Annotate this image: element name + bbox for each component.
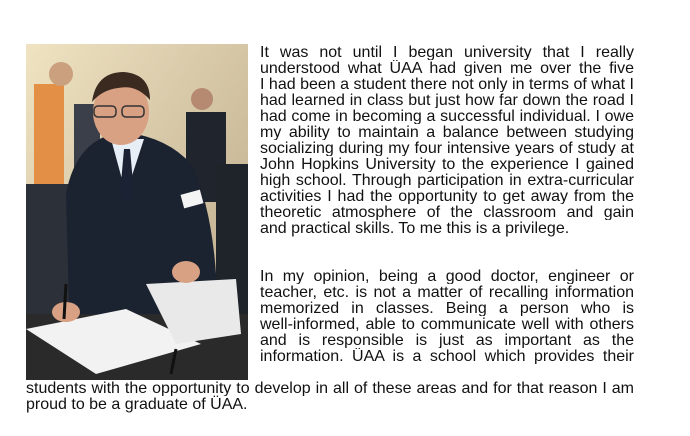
text-line: understood what ÜAA had given me over the five [260,60,634,76]
text-line: socializing during my four intensive years of study at [260,140,634,156]
text-line: activities I had the opportunity to get away from the [260,188,634,204]
text-line: In my opinion, being a good doctor, engineer or [260,268,634,284]
text-line: proud to be a graduate of ÜAA. [26,396,248,413]
text-line: my ability to maintain a balance between studying [260,124,634,140]
paragraph-2 [260,268,634,368]
text-line: had learned in class but just how far down the road I [260,92,634,108]
paragraph-1 [260,44,634,244]
text-line: theoretic atmosphere of the classroom and gain [260,204,634,220]
text-line: I had been a student there not only in terms of what I [260,76,634,92]
text-line: had come in becoming a successful individual. I owe [260,108,634,124]
text-line: memorized in classes. Being a person who is [260,300,634,316]
text-line: high school. Through participation in extra-curricular [260,172,634,188]
photo-person-signing [26,44,248,380]
text-line: information. ÜAA is a school which provides their [260,348,634,364]
text-line: students with the opportunity to develop in all of these areas and for that reason I am [26,380,634,396]
text-line: It was not until I began university that I really [260,44,634,60]
paragraph-2-wide [26,380,634,420]
text-line: John Hopkins University to the experience I gained [260,156,634,172]
text-line: well-informed, able to communicate well with others [260,316,634,332]
text-line: and is responsible is just as important as the [260,332,634,348]
text-line: and practical skills. To me this is a privilege. [260,220,570,237]
person-signing-book-photo [26,44,248,380]
text-line: teacher, etc. is not a matter of recalling information [260,284,634,300]
